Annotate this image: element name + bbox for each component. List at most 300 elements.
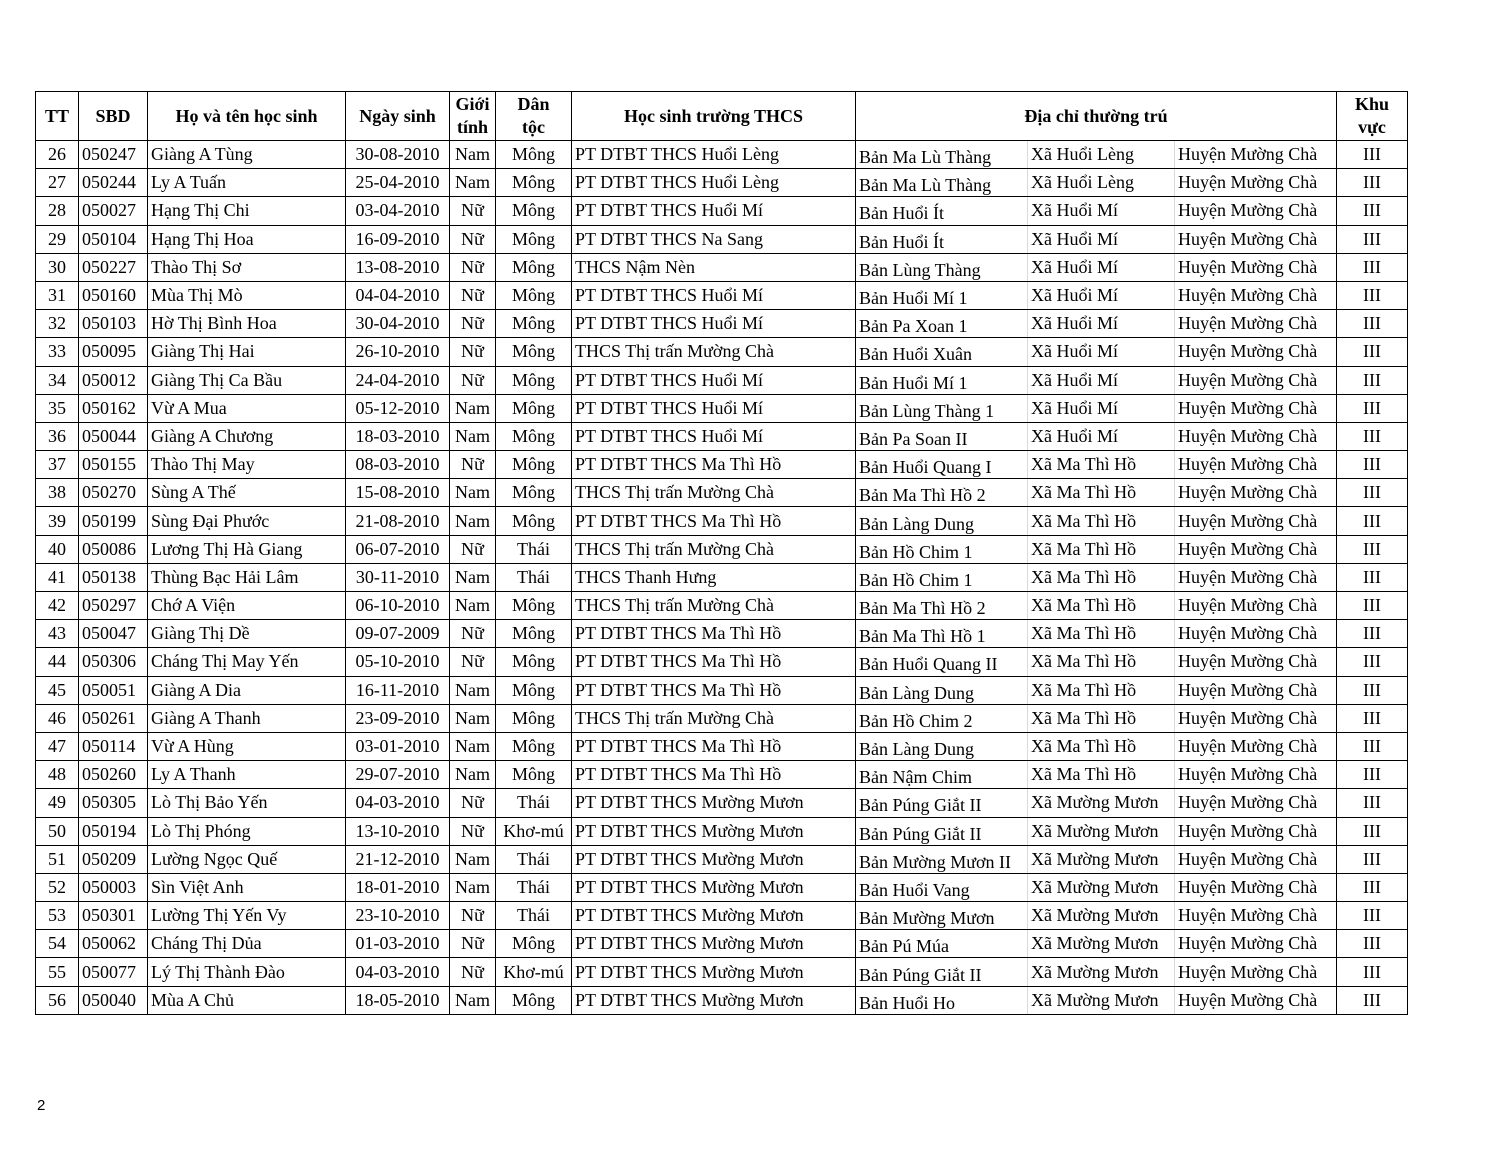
cell-area: III bbox=[1337, 958, 1408, 986]
cell-dob: 18-01-2010 bbox=[346, 873, 450, 901]
cell-school: PT DTBT THCS Ma Thì Hồ bbox=[572, 648, 856, 676]
cell-name: Giàng Thị Ca Bầu bbox=[148, 366, 346, 394]
cell-commune: Xã Mường Mươn bbox=[1028, 789, 1175, 817]
cell-school: PT DTBT THCS Ma Thì Hồ bbox=[572, 676, 856, 704]
cell-name: Vừ A Hùng bbox=[148, 732, 346, 760]
cell-district: Huyện Mường Chà bbox=[1175, 394, 1337, 422]
cell-dob: 18-03-2010 bbox=[346, 422, 450, 450]
cell-ethnic: Mông bbox=[496, 141, 572, 169]
cell-sbd: 050270 bbox=[79, 479, 148, 507]
cell-village bbox=[856, 592, 1028, 620]
cell-area: III bbox=[1337, 366, 1408, 394]
cell-name: Giàng A Chương bbox=[148, 422, 346, 450]
cell-area: III bbox=[1337, 620, 1408, 648]
cell-gender: Nam bbox=[450, 732, 496, 760]
cell-village bbox=[856, 704, 1028, 732]
cell-district: Huyện Mường Chà bbox=[1175, 592, 1337, 620]
table-row bbox=[36, 563, 1408, 591]
cell-sbd: 050012 bbox=[79, 366, 148, 394]
cell-district: Huyện Mường Chà bbox=[1175, 902, 1337, 930]
cell-village-text: Bản Ma Thì Hồ 2 bbox=[859, 485, 986, 506]
cell-tt: 26 bbox=[36, 141, 79, 169]
cell-village-text: Bản Ma Lù Thàng bbox=[859, 147, 992, 168]
cell-village bbox=[856, 817, 1028, 845]
cell-ethnic: Mông bbox=[496, 592, 572, 620]
cell-commune: Xã Ma Thì Hồ bbox=[1028, 535, 1175, 563]
cell-ethnic: Mông bbox=[496, 281, 572, 309]
cell-dob: 04-03-2010 bbox=[346, 789, 450, 817]
cell-dob: 30-11-2010 bbox=[346, 563, 450, 591]
table-row bbox=[36, 225, 1408, 253]
cell-area: III bbox=[1337, 394, 1408, 422]
cell-school: PT DTBT THCS Ma Thì Hồ bbox=[572, 732, 856, 760]
cell-commune: Xã Mường Mươn bbox=[1028, 930, 1175, 958]
cell-dob: 25-04-2010 bbox=[346, 169, 450, 197]
cell-gender: Nữ bbox=[450, 648, 496, 676]
cell-commune: Xã Ma Thì Hồ bbox=[1028, 761, 1175, 789]
cell-dob: 06-07-2010 bbox=[346, 535, 450, 563]
cell-name: Hạng Thị Chi bbox=[148, 197, 346, 225]
cell-name: Giàng A Tùng bbox=[148, 141, 346, 169]
cell-area: III bbox=[1337, 535, 1408, 563]
cell-tt: 31 bbox=[36, 281, 79, 309]
cell-sbd: 050194 bbox=[79, 817, 148, 845]
cell-commune: Xã Mường Mươn bbox=[1028, 902, 1175, 930]
header-ethnic bbox=[496, 92, 572, 141]
cell-name: Cháng Thị Dủa bbox=[148, 930, 346, 958]
cell-school: PT DTBT THCS Mường Mươn bbox=[572, 902, 856, 930]
table-row bbox=[36, 592, 1408, 620]
cell-area: III bbox=[1337, 141, 1408, 169]
table-row bbox=[36, 930, 1408, 958]
cell-school: THCS Thị trấn Mường Chà bbox=[572, 338, 856, 366]
cell-district: Huyện Mường Chà bbox=[1175, 648, 1337, 676]
cell-sbd: 050199 bbox=[79, 507, 148, 535]
cell-school: PT DTBT THCS Na Sang bbox=[572, 225, 856, 253]
table-row bbox=[36, 902, 1408, 930]
cell-village bbox=[856, 479, 1028, 507]
cell-tt: 35 bbox=[36, 394, 79, 422]
table-header-row bbox=[36, 92, 1408, 141]
cell-name: Thào Thị Sơ bbox=[148, 253, 346, 281]
cell-gender: Nữ bbox=[450, 930, 496, 958]
cell-name: Lường Ngọc Quế bbox=[148, 845, 346, 873]
table-row bbox=[36, 253, 1408, 281]
cell-area: III bbox=[1337, 676, 1408, 704]
cell-school: PT DTBT THCS Huổi Lèng bbox=[572, 169, 856, 197]
cell-district: Huyện Mường Chà bbox=[1175, 451, 1337, 479]
table-row bbox=[36, 169, 1408, 197]
cell-gender: Nam bbox=[450, 563, 496, 591]
table-row bbox=[36, 310, 1408, 338]
cell-district: Huyện Mường Chà bbox=[1175, 761, 1337, 789]
cell-district: Huyện Mường Chà bbox=[1175, 281, 1337, 309]
cell-sbd: 050247 bbox=[79, 141, 148, 169]
cell-school: PT DTBT THCS Mường Mươn bbox=[572, 789, 856, 817]
cell-gender: Nữ bbox=[450, 366, 496, 394]
cell-area: III bbox=[1337, 704, 1408, 732]
cell-gender: Nam bbox=[450, 873, 496, 901]
cell-ethnic: Mông bbox=[496, 620, 572, 648]
cell-gender: Nữ bbox=[450, 451, 496, 479]
cell-area: III bbox=[1337, 310, 1408, 338]
cell-district: Huyện Mường Chà bbox=[1175, 225, 1337, 253]
cell-tt: 40 bbox=[36, 535, 79, 563]
cell-sbd: 050162 bbox=[79, 394, 148, 422]
cell-district: Huyện Mường Chà bbox=[1175, 873, 1337, 901]
header-dob: Ngày sinh bbox=[346, 92, 450, 141]
cell-tt: 48 bbox=[36, 761, 79, 789]
cell-ethnic: Mông bbox=[496, 310, 572, 338]
table-row bbox=[36, 704, 1408, 732]
cell-dob: 24-04-2010 bbox=[346, 366, 450, 394]
header-area-line2: vực bbox=[1358, 117, 1386, 137]
cell-gender: Nam bbox=[450, 845, 496, 873]
cell-area: III bbox=[1337, 479, 1408, 507]
cell-name: Ly A Thanh bbox=[148, 761, 346, 789]
cell-name: Lý Thị Thành Đào bbox=[148, 958, 346, 986]
table-row bbox=[36, 451, 1408, 479]
cell-tt: 44 bbox=[36, 648, 79, 676]
cell-name: Sùng Đại Phước bbox=[148, 507, 346, 535]
cell-district: Huyện Mường Chà bbox=[1175, 704, 1337, 732]
cell-name: Thào Thị May bbox=[148, 451, 346, 479]
cell-district: Huyện Mường Chà bbox=[1175, 535, 1337, 563]
cell-commune: Xã Huổi Lèng bbox=[1028, 169, 1175, 197]
cell-commune: Xã Ma Thì Hồ bbox=[1028, 620, 1175, 648]
cell-village bbox=[856, 620, 1028, 648]
cell-sbd: 050305 bbox=[79, 789, 148, 817]
cell-school: PT DTBT THCS Huổi Mí bbox=[572, 394, 856, 422]
table-row bbox=[36, 873, 1408, 901]
cell-tt: 56 bbox=[36, 986, 79, 1014]
cell-tt: 54 bbox=[36, 930, 79, 958]
cell-ethnic: Mông bbox=[496, 225, 572, 253]
cell-commune: Xã Ma Thì Hồ bbox=[1028, 479, 1175, 507]
cell-village-text: Bản Pa Soan II bbox=[859, 428, 968, 449]
cell-gender: Nữ bbox=[450, 958, 496, 986]
cell-area: III bbox=[1337, 986, 1408, 1014]
cell-tt: 39 bbox=[36, 507, 79, 535]
cell-school: PT DTBT THCS Ma Thì Hồ bbox=[572, 761, 856, 789]
cell-ethnic: Mông bbox=[496, 479, 572, 507]
cell-sbd: 050244 bbox=[79, 169, 148, 197]
cell-district: Huyện Mường Chà bbox=[1175, 620, 1337, 648]
cell-district: Huyện Mường Chà bbox=[1175, 169, 1337, 197]
table-row bbox=[36, 732, 1408, 760]
cell-area: III bbox=[1337, 873, 1408, 901]
cell-dob: 26-10-2010 bbox=[346, 338, 450, 366]
cell-gender: Nữ bbox=[450, 253, 496, 281]
cell-commune: Xã Ma Thì Hồ bbox=[1028, 732, 1175, 760]
cell-gender: Nữ bbox=[450, 310, 496, 338]
header-ethnic-line2: tộc bbox=[522, 117, 545, 137]
cell-sbd: 050003 bbox=[79, 873, 148, 901]
cell-school: PT DTBT THCS Ma Thì Hồ bbox=[572, 451, 856, 479]
cell-ethnic: Mông bbox=[496, 676, 572, 704]
cell-district: Huyện Mường Chà bbox=[1175, 310, 1337, 338]
cell-ethnic: Mông bbox=[496, 394, 572, 422]
cell-school: PT DTBT THCS Mường Mươn bbox=[572, 958, 856, 986]
cell-village-text: Bản Huổi Ít bbox=[859, 231, 944, 252]
cell-gender: Nam bbox=[450, 761, 496, 789]
cell-dob: 23-10-2010 bbox=[346, 902, 450, 930]
cell-dob: 16-11-2010 bbox=[346, 676, 450, 704]
cell-gender: Nam bbox=[450, 422, 496, 450]
cell-area: III bbox=[1337, 902, 1408, 930]
table-row bbox=[36, 620, 1408, 648]
cell-commune: Xã Mường Mươn bbox=[1028, 817, 1175, 845]
cell-commune: Xã Ma Thì Hồ bbox=[1028, 451, 1175, 479]
table-row bbox=[36, 676, 1408, 704]
cell-village bbox=[856, 507, 1028, 535]
cell-area: III bbox=[1337, 422, 1408, 450]
cell-commune: Xã Mường Mươn bbox=[1028, 873, 1175, 901]
cell-district: Huyện Mường Chà bbox=[1175, 789, 1337, 817]
cell-sbd: 050261 bbox=[79, 704, 148, 732]
cell-district: Huyện Mường Chà bbox=[1175, 986, 1337, 1014]
cell-school: PT DTBT THCS Huổi Lèng bbox=[572, 141, 856, 169]
cell-dob: 23-09-2010 bbox=[346, 704, 450, 732]
cell-name: Sìn Việt Anh bbox=[148, 873, 346, 901]
cell-tt: 52 bbox=[36, 873, 79, 901]
cell-ethnic: Mông bbox=[496, 197, 572, 225]
cell-area: III bbox=[1337, 197, 1408, 225]
cell-village-text: Bản Làng Dung bbox=[859, 739, 974, 760]
cell-village-text: Bản Hồ Chim 1 bbox=[859, 569, 973, 590]
cell-gender: Nữ bbox=[450, 902, 496, 930]
header-school: Học sinh trường THCS bbox=[572, 92, 856, 141]
cell-dob: 06-10-2010 bbox=[346, 592, 450, 620]
cell-village-text: Bản Lùng Thàng bbox=[859, 259, 981, 280]
cell-gender: Nam bbox=[450, 169, 496, 197]
cell-tt: 41 bbox=[36, 563, 79, 591]
cell-gender: Nam bbox=[450, 507, 496, 535]
cell-sbd: 050086 bbox=[79, 535, 148, 563]
table-row bbox=[36, 479, 1408, 507]
cell-tt: 43 bbox=[36, 620, 79, 648]
cell-village-text: Bản Púng Giắt II bbox=[859, 964, 982, 985]
cell-ethnic: Thái bbox=[496, 873, 572, 901]
cell-district: Huyện Mường Chà bbox=[1175, 366, 1337, 394]
cell-gender: Nam bbox=[450, 704, 496, 732]
cell-tt: 55 bbox=[36, 958, 79, 986]
cell-sbd: 050209 bbox=[79, 845, 148, 873]
cell-ethnic: Khơ-mú bbox=[496, 958, 572, 986]
cell-ethnic: Khơ-mú bbox=[496, 817, 572, 845]
cell-tt: 30 bbox=[36, 253, 79, 281]
cell-tt: 45 bbox=[36, 676, 79, 704]
table-row bbox=[36, 394, 1408, 422]
cell-village-text: Bản Mường Mươn II bbox=[859, 851, 1012, 872]
cell-gender: Nam bbox=[450, 986, 496, 1014]
cell-commune: Xã Huổi Mí bbox=[1028, 253, 1175, 281]
cell-village-text: Bản Púng Giắt II bbox=[859, 823, 982, 844]
cell-tt: 47 bbox=[36, 732, 79, 760]
cell-dob: 03-01-2010 bbox=[346, 732, 450, 760]
cell-name: Lương Thị Hà Giang bbox=[148, 535, 346, 563]
cell-area: III bbox=[1337, 592, 1408, 620]
cell-commune: Xã Huổi Mí bbox=[1028, 197, 1175, 225]
cell-commune: Xã Mường Mươn bbox=[1028, 958, 1175, 986]
header-address: Địa chỉ thường trú bbox=[856, 92, 1337, 141]
cell-tt: 53 bbox=[36, 902, 79, 930]
cell-ethnic: Thái bbox=[496, 902, 572, 930]
header-ethnic-line1: Dân bbox=[517, 94, 550, 114]
table-row bbox=[36, 507, 1408, 535]
cell-ethnic: Mông bbox=[496, 366, 572, 394]
cell-gender: Nam bbox=[450, 676, 496, 704]
cell-ethnic: Mông bbox=[496, 648, 572, 676]
cell-school: PT DTBT THCS Ma Thì Hồ bbox=[572, 620, 856, 648]
cell-tt: 28 bbox=[36, 197, 79, 225]
cell-village-text: Bản Lùng Thàng 1 bbox=[859, 400, 995, 421]
cell-village-text: Bản Huổi Ít bbox=[859, 203, 944, 224]
cell-gender: Nữ bbox=[450, 817, 496, 845]
cell-tt: 27 bbox=[36, 169, 79, 197]
cell-village-text: Bản Nậm Chim bbox=[859, 767, 972, 788]
cell-sbd: 050051 bbox=[79, 676, 148, 704]
cell-sbd: 050077 bbox=[79, 958, 148, 986]
cell-dob: 04-04-2010 bbox=[346, 281, 450, 309]
cell-sbd: 050138 bbox=[79, 563, 148, 591]
cell-village bbox=[856, 873, 1028, 901]
cell-name: Thùng Bạc Hải Lâm bbox=[148, 563, 346, 591]
cell-village-text: Bản Pú Múa bbox=[859, 936, 949, 957]
cell-commune: Xã Huổi Mí bbox=[1028, 338, 1175, 366]
table-row bbox=[36, 535, 1408, 563]
cell-district: Huyện Mường Chà bbox=[1175, 930, 1337, 958]
cell-area: III bbox=[1337, 281, 1408, 309]
cell-area: III bbox=[1337, 761, 1408, 789]
cell-dob: 29-07-2010 bbox=[346, 761, 450, 789]
header-gender-line1: Giới bbox=[455, 94, 490, 114]
cell-village-text: Bản Ma Lù Thàng bbox=[859, 175, 992, 196]
cell-tt: 33 bbox=[36, 338, 79, 366]
cell-sbd: 050104 bbox=[79, 225, 148, 253]
cell-school: PT DTBT THCS Huổi Mí bbox=[572, 281, 856, 309]
cell-village bbox=[856, 535, 1028, 563]
cell-area: III bbox=[1337, 338, 1408, 366]
cell-village-text: Bản Ma Thì Hồ 1 bbox=[859, 626, 986, 647]
cell-village bbox=[856, 958, 1028, 986]
cell-area: III bbox=[1337, 451, 1408, 479]
cell-name: Giàng Thị Hai bbox=[148, 338, 346, 366]
cell-tt: 42 bbox=[36, 592, 79, 620]
cell-ethnic: Mông bbox=[496, 930, 572, 958]
cell-village bbox=[856, 197, 1028, 225]
student-list-table bbox=[35, 91, 1408, 1015]
cell-name: Mùa Thị Mò bbox=[148, 281, 346, 309]
cell-ethnic: Mông bbox=[496, 986, 572, 1014]
cell-dob: 21-12-2010 bbox=[346, 845, 450, 873]
cell-ethnic: Mông bbox=[496, 451, 572, 479]
cell-dob: 05-12-2010 bbox=[346, 394, 450, 422]
cell-district: Huyện Mường Chà bbox=[1175, 479, 1337, 507]
cell-district: Huyện Mường Chà bbox=[1175, 141, 1337, 169]
cell-tt: 37 bbox=[36, 451, 79, 479]
cell-area: III bbox=[1337, 563, 1408, 591]
table-row bbox=[36, 197, 1408, 225]
cell-dob: 08-03-2010 bbox=[346, 451, 450, 479]
cell-name: Lò Thị Phóng bbox=[148, 817, 346, 845]
cell-sbd: 050040 bbox=[79, 986, 148, 1014]
cell-village bbox=[856, 902, 1028, 930]
cell-area: III bbox=[1337, 169, 1408, 197]
cell-sbd: 050297 bbox=[79, 592, 148, 620]
header-sbd: SBD bbox=[79, 92, 148, 141]
cell-village-text: Bản Huổi Mí 1 bbox=[859, 288, 968, 309]
cell-sbd: 050260 bbox=[79, 761, 148, 789]
cell-commune: Xã Ma Thì Hồ bbox=[1028, 563, 1175, 591]
cell-area: III bbox=[1337, 732, 1408, 760]
cell-dob: 18-05-2010 bbox=[346, 986, 450, 1014]
cell-area: III bbox=[1337, 845, 1408, 873]
cell-village-text: Bản Huổi Xuân bbox=[859, 344, 972, 365]
cell-commune: Xã Huổi Mí bbox=[1028, 422, 1175, 450]
cell-commune: Xã Huổi Lèng bbox=[1028, 141, 1175, 169]
cell-village-text: Bản Hồ Chim 2 bbox=[859, 710, 973, 731]
cell-village-text: Bản Huổi Mí 1 bbox=[859, 372, 968, 393]
cell-school: THCS Thị trấn Mường Chà bbox=[572, 704, 856, 732]
cell-village bbox=[856, 986, 1028, 1014]
cell-commune: Xã Huổi Mí bbox=[1028, 394, 1175, 422]
cell-name: Vừ A Mua bbox=[148, 394, 346, 422]
cell-sbd: 050301 bbox=[79, 902, 148, 930]
cell-area: III bbox=[1337, 507, 1408, 535]
cell-ethnic: Mông bbox=[496, 169, 572, 197]
cell-dob: 01-03-2010 bbox=[346, 930, 450, 958]
cell-village-text: Bản Làng Dung bbox=[859, 513, 974, 534]
cell-village bbox=[856, 845, 1028, 873]
table-row bbox=[36, 761, 1408, 789]
cell-school: PT DTBT THCS Huổi Mí bbox=[572, 422, 856, 450]
cell-tt: 51 bbox=[36, 845, 79, 873]
cell-tt: 29 bbox=[36, 225, 79, 253]
header-area-line1: Khu bbox=[1354, 94, 1390, 114]
cell-school: THCS Thị trấn Mường Chà bbox=[572, 479, 856, 507]
cell-village-text: Bản Hồ Chim 1 bbox=[859, 541, 973, 562]
header-gender-line2: tính bbox=[456, 117, 489, 137]
cell-district: Huyện Mường Chà bbox=[1175, 338, 1337, 366]
cell-area: III bbox=[1337, 930, 1408, 958]
cell-village bbox=[856, 732, 1028, 760]
cell-ethnic: Thái bbox=[496, 845, 572, 873]
cell-sbd: 050227 bbox=[79, 253, 148, 281]
cell-district: Huyện Mường Chà bbox=[1175, 422, 1337, 450]
cell-village bbox=[856, 648, 1028, 676]
cell-district: Huyện Mường Chà bbox=[1175, 253, 1337, 281]
cell-dob: 21-08-2010 bbox=[346, 507, 450, 535]
cell-gender: Nam bbox=[450, 141, 496, 169]
cell-dob: 09-07-2009 bbox=[346, 620, 450, 648]
cell-gender: Nam bbox=[450, 592, 496, 620]
cell-dob: 30-08-2010 bbox=[346, 141, 450, 169]
cell-area: III bbox=[1337, 817, 1408, 845]
cell-area: III bbox=[1337, 648, 1408, 676]
cell-school: PT DTBT THCS Mường Mươn bbox=[572, 845, 856, 873]
cell-name: Cháng Thị May Yến bbox=[148, 648, 346, 676]
cell-ethnic: Mông bbox=[496, 507, 572, 535]
cell-school: PT DTBT THCS Mường Mươn bbox=[572, 873, 856, 901]
cell-gender: Nam bbox=[450, 394, 496, 422]
cell-village bbox=[856, 451, 1028, 479]
cell-school: PT DTBT THCS Huổi Mí bbox=[572, 310, 856, 338]
cell-gender: Nữ bbox=[450, 620, 496, 648]
cell-sbd: 050062 bbox=[79, 930, 148, 958]
cell-tt: 36 bbox=[36, 422, 79, 450]
cell-ethnic: Mông bbox=[496, 422, 572, 450]
